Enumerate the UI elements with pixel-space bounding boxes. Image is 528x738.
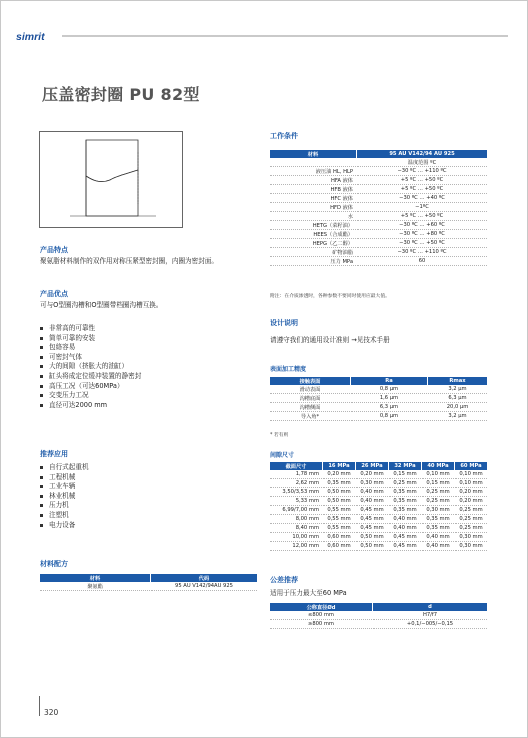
- table-header: 接触表面: [270, 377, 351, 385]
- features-heading: 产品特点: [40, 246, 68, 254]
- table-row: HEES（合成酯） −30 ºC … +80 ºC: [270, 230, 488, 239]
- table-row: 10,00 mm 0,60 mm 0,50 mm 0,45 mm 0,40 mm 0,30 mm: [270, 533, 488, 542]
- table-header: 材料: [40, 574, 151, 582]
- table-row: 水 +5 ºC … +50 ºC: [270, 212, 488, 221]
- tolerance-heading: 公差推荐: [270, 576, 298, 584]
- table-row: ≤800 mm H7/f7: [270, 611, 488, 620]
- design-text: 请遵守我们的通用设计准则 →见技术手册: [270, 336, 390, 344]
- table-row: 沟槽侧面 6,3 µm 20,0 µm: [270, 403, 488, 412]
- table-header: 16 MPa: [323, 462, 356, 470]
- surface-note: * 若有则: [270, 433, 289, 438]
- surface-finish-table: [270, 377, 488, 421]
- table-header: 公称直径Ød: [270, 603, 373, 611]
- table-cell: 聚氨酯: [40, 582, 151, 591]
- table-header: 代码: [151, 574, 258, 582]
- features-text: 聚氨脂材料制作的双作用对称压紧型密封圈，内圈为密封面。: [40, 257, 219, 265]
- list-item: 直径可达2000 mm: [40, 401, 141, 411]
- design-heading: 设计说明: [270, 319, 298, 327]
- list-item: 林业机械: [40, 492, 89, 502]
- table-row: HFC 液体 −30 ºC … +40 ºC: [270, 194, 488, 203]
- list-item: 非常高的可靠性: [40, 324, 141, 334]
- clearance-heading: 间隙尺寸: [270, 452, 295, 459]
- table-row: HETG（菜籽油） −30 ºC … +60 ºC: [270, 221, 488, 230]
- tolerance-table: [270, 603, 488, 629]
- list-item: 工业车辆: [40, 482, 89, 492]
- seal-drawing: [39, 131, 183, 228]
- table-subheader: 温度范围 ºC: [357, 158, 488, 167]
- table-row: HEPG（乙二醇） −30 ºC … +50 ºC: [270, 239, 488, 248]
- table-row: 12,00 mm 0,60 mm 0,50 mm 0,45 mm 0,40 mm 0,30 mm: [270, 542, 488, 551]
- table-row: 3,50/3,53 mm 0,50 mm 0,40 mm 0,35 mm 0,25 mm 0,20 mm: [270, 488, 488, 497]
- tolerance-subheading: 适用于压力最大至60 MPa: [270, 589, 347, 597]
- advantages-intro: 可与O型圈沟槽和O型圈带档圈沟槽互换。: [40, 301, 163, 309]
- header-dotted-rule: [62, 33, 508, 39]
- list-item: 工程机械: [40, 473, 89, 483]
- table-header: 60 MPa: [455, 462, 488, 470]
- working-heading: 工作条件: [270, 132, 298, 140]
- clearance-table: [270, 462, 488, 551]
- material-table: [40, 574, 258, 591]
- table-row: 压力 MPa 60: [270, 257, 488, 266]
- table-row: 8,40 mm 0,55 mm 0,45 mm 0,40 mm 0,35 mm 0,25 mm: [270, 524, 488, 533]
- table-row: 5,33 mm 0,50 mm 0,40 mm 0,35 mm 0,25 mm 0,20 mm: [270, 497, 488, 506]
- surface-heading: 表面加工精度: [270, 366, 307, 373]
- table-row: HFD 液体 −1ºC: [270, 203, 488, 212]
- table-row: HFB 液体 +5 ºC … +50 ºC: [270, 185, 488, 194]
- table-row: 矿物油脂 −30 ºC … +110 ºC: [270, 248, 488, 257]
- table-header: 26 MPa: [356, 462, 389, 470]
- page-number-rule: [39, 696, 40, 716]
- table-row: ≥800 mm +0,1/−005/−0,15: [270, 620, 488, 629]
- list-item: 大的间隙（挤胀大的油缸）: [40, 362, 141, 372]
- table-row: 1,78 mm 0,20 mm 0,20 mm 0,15 mm 0,10 mm 0,10 mm: [270, 470, 488, 479]
- table-header: 32 MPa: [389, 462, 422, 470]
- table-row: 2,62 mm 0,35 mm 0,30 mm 0,25 mm 0,15 mm 0,10 mm: [270, 479, 488, 488]
- table-header: Ra: [351, 377, 428, 385]
- list-item: 注塑机: [40, 511, 89, 521]
- table-row: HFA 液体 +5 ºC … +50 ºC: [270, 176, 488, 185]
- table-row: 液压油 HL, HLP −30 ºC … +110 ºC: [270, 167, 488, 176]
- list-item: 交变压力工况: [40, 391, 141, 401]
- table-header: d: [373, 603, 488, 611]
- table-row: [40, 582, 258, 591]
- page-title: 压盖密封圈 PU 82型: [42, 85, 200, 104]
- material-heading: 材料配方: [40, 560, 68, 568]
- applications-heading: 推荐应用: [40, 450, 68, 458]
- table-row: 滑动表面 0,8 µm 3,2 µm: [270, 385, 488, 394]
- table-header: 材料: [270, 150, 357, 158]
- advantages-list: [40, 324, 141, 410]
- table-row: 导入角* 0,8 µm 3,2 µm: [270, 412, 488, 421]
- list-item: 高压工况（可达60MPa）: [40, 382, 141, 392]
- table-cell: 95 AU V142/94AU 925: [151, 582, 258, 591]
- applications-list: [40, 463, 89, 530]
- list-item: 自行式起重机: [40, 463, 89, 473]
- advantages-heading: 产品优点: [40, 290, 68, 298]
- working-conditions-table: [270, 150, 488, 266]
- list-item: 电力设备: [40, 521, 89, 531]
- table-header: 截面尺寸: [270, 462, 323, 470]
- list-item: 包絡容易: [40, 343, 141, 353]
- table-header: 95 AU V142/94 AU 925: [357, 150, 488, 158]
- working-note: 附注：在介质渗透时，各种参数不要同时使用应最大值。: [270, 294, 390, 299]
- list-item: 压力机: [40, 501, 89, 511]
- page-number: 320: [44, 708, 59, 717]
- table-header: Rmax: [428, 377, 488, 385]
- list-item: 简单可靠的安装: [40, 334, 141, 344]
- list-item: 可密封气体: [40, 353, 141, 363]
- table-row: 6,99/7,00 mm 0,55 mm 0,45 mm 0,35 mm 0,30 mm 0,25 mm: [270, 506, 488, 515]
- table-row: [270, 158, 488, 167]
- table-row: 8,00 mm 0,55 mm 0,45 mm 0,40 mm 0,35 mm 0,25 mm: [270, 515, 488, 524]
- table-header: 40 MPa: [422, 462, 455, 470]
- list-item: 缸头将成定位缓冲装置的静密封: [40, 372, 141, 382]
- table-row: 沟槽底面 1,6 µm 6,3 µm: [270, 394, 488, 403]
- brand-logo: simrit: [16, 31, 45, 43]
